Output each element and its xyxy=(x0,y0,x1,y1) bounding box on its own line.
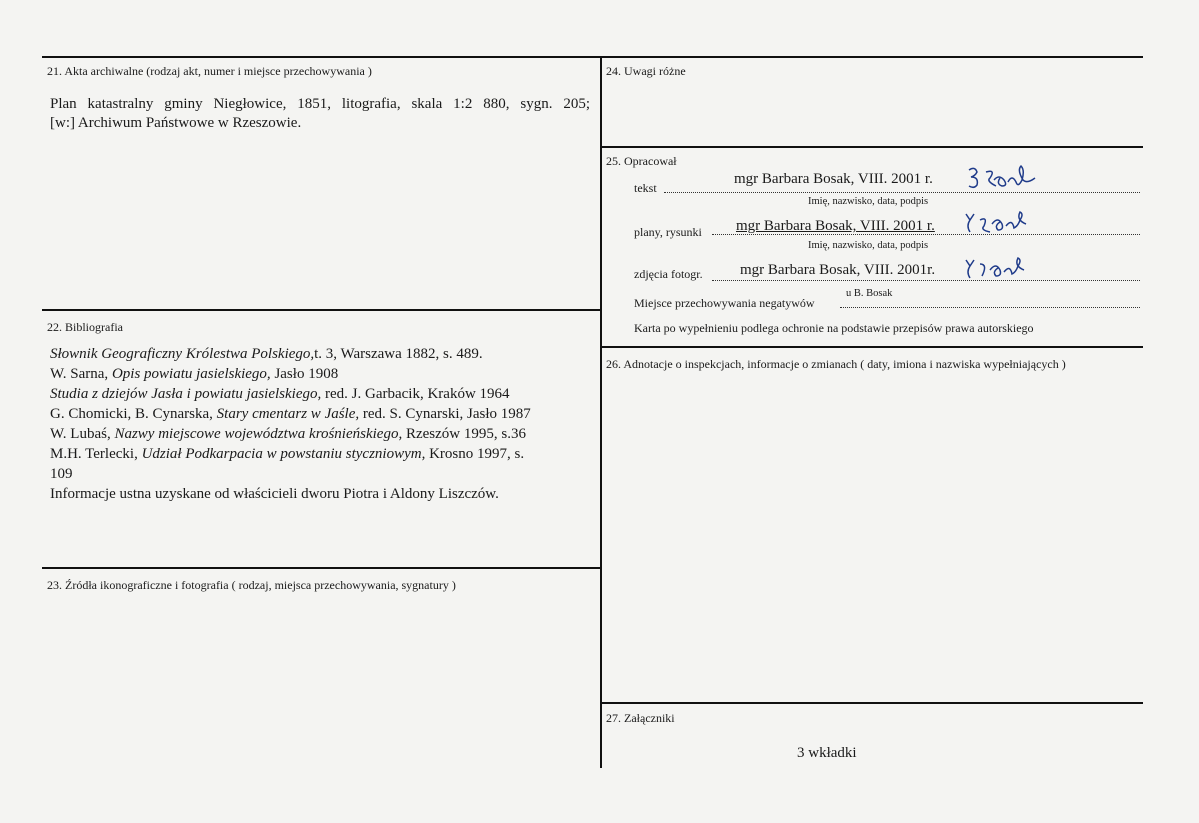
tekst-dotted-line xyxy=(664,192,1140,193)
rule-26-27 xyxy=(602,702,1143,704)
negatywy-value: u B. Bosak xyxy=(846,288,893,299)
signature-3 xyxy=(960,254,1040,284)
section-25-label: 25. Opracował xyxy=(606,154,677,168)
copyright-note: Karta po wypełnieniu podlega ochronie na podstawie przepisów prawa autorskiego xyxy=(634,321,1034,335)
bibliography-entry: W. Lubaś, Nazwy miejscowe województwa krośnieńskiego, Rzeszów 1995, s.36 xyxy=(50,426,526,442)
section-21-label: 21. Akta archiwalne (rodzaj akt, numer i miejsce przechowywania ) xyxy=(47,64,372,78)
rule-21-22 xyxy=(42,309,600,311)
section-21-line-2: [w:] Archiwum Państwowe w Rzeszowie. xyxy=(50,115,302,131)
section-24-label: 24. Uwagi różne xyxy=(606,64,686,78)
top-rule xyxy=(42,56,1143,58)
bibliography-entry: G. Chomicki, B. Cynarska, Stary cmentarz w Jaśle, red. S. Cynarski, Jasło 1987 xyxy=(50,406,531,422)
section-23-label: 23. Źródła ikonograficzne i fotografia ( rodzaj, miejsca przechowywania, sygnatury ) xyxy=(47,578,456,592)
caption-1: Imię, nazwisko, data, podpis xyxy=(808,196,929,207)
section-26-label: 26. Adnotacje o inspekcjach, informacje o zmianach ( daty, imiona i nazwiska wypełniających ) xyxy=(606,357,1066,371)
plany-label: plany, rysunki xyxy=(634,225,702,239)
bibliography-entry: W. Sarna, Opis powiatu jasielskiego, Jasło 1908 xyxy=(50,366,339,382)
rule-22-23 xyxy=(42,567,600,569)
rule-24-25 xyxy=(602,146,1143,148)
negatywy-dotted-line xyxy=(840,307,1140,308)
section-27-label: 27. Załączniki xyxy=(606,711,675,725)
section-22-label: 22. Bibliografia xyxy=(47,320,123,334)
bibliography-entry: Studia z dziejów Jasła i powiatu jasielskiego, red. J. Garbacik, Kraków 1964 xyxy=(50,386,510,402)
signature-2 xyxy=(960,208,1040,238)
bibliography-entry: 109 xyxy=(50,466,73,482)
bibliography-entry: M.H. Terlecki, Udział Podkarpacia w powstaniu styczniowym, Krosno 1997, s. xyxy=(50,446,525,462)
tekst-value: mgr Barbara Bosak, VIII. 2001 r. xyxy=(734,171,933,187)
bibliography-entry: Słownik Geograficzny Królestwa Polskiego,t. 3, Warszawa 1882, s. 489. xyxy=(50,346,483,362)
negatywy-label: Miejsce przechowywania negatywów xyxy=(634,296,815,310)
plany-value: mgr Barbara Bosak, VIII. 2001 r. xyxy=(736,218,935,234)
center-divider xyxy=(600,56,602,768)
rule-25-26 xyxy=(602,346,1143,348)
zdjecia-value: mgr Barbara Bosak, VIII. 2001r. xyxy=(740,262,936,278)
zdjecia-dotted-line xyxy=(712,280,1140,281)
section-21-line-1: Plan katastralny gminy Niegłowice, 1851, litografia, skala 1:2 880, sygn. 205; xyxy=(50,96,590,112)
caption-2: Imię, nazwisko, data, podpis xyxy=(808,240,929,251)
bibliography-list xyxy=(50,344,531,504)
signature-1 xyxy=(964,162,1044,192)
zdjecia-label: zdjęcia fotogr. xyxy=(634,267,703,281)
attachments-value: 3 wkładki xyxy=(797,745,857,761)
bibliography-entry: Informacje ustna uzyskane od właścicieli dworu Piotra i Aldony Liszczów. xyxy=(50,486,499,502)
tekst-label: tekst xyxy=(634,181,657,195)
